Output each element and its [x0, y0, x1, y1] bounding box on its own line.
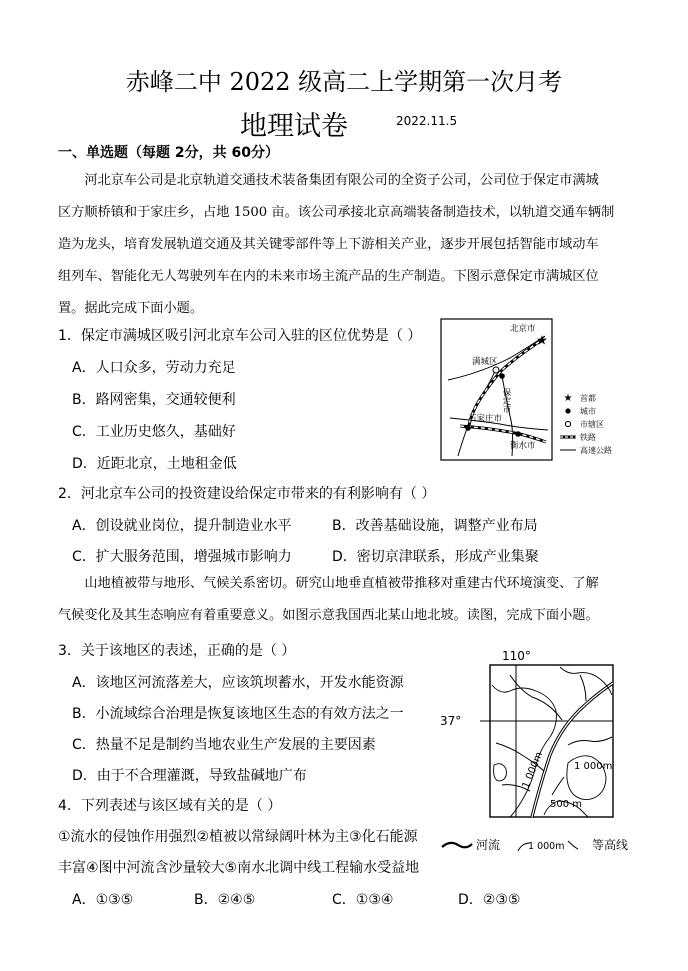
map2-latitude-label: 37° — [440, 714, 462, 728]
map-label-shijiazhuang: 石家庄市 — [468, 414, 503, 424]
map-label-hengshui: 衡水市 — [510, 441, 536, 451]
passage-1 — [58, 165, 638, 325]
question-1-option-a[interactable]: A．人口众多，劳动力充足 — [72, 360, 236, 376]
question-4-stem: 4．下列表述与该区域有关的是（ ） — [58, 798, 282, 814]
legend-contour-value: 1 000m — [528, 841, 565, 852]
legend-city: 城市 — [580, 407, 596, 416]
legend-contour: 等高线 — [592, 838, 629, 852]
northwest-mountain-contour-map — [440, 645, 640, 857]
passage-2-line: 气候变化及其生态响应有着重要意义。如图示意我国西北某山地北坡。读图，完成下面小题。 — [58, 608, 599, 623]
legend-city-icon — [565, 408, 570, 413]
question-1-option-d[interactable]: D．近距北京，土地租金低 — [72, 456, 237, 472]
question-2-option-d[interactable]: D．密切京津联系，形成产业集聚 — [332, 549, 539, 565]
map2-contour-label-1000b: 1 000m — [574, 761, 613, 772]
map-label-mancheng: 满城区 — [472, 357, 498, 367]
question-4-body-line: ①流水的侵蚀作用强烈②植被以常绿阔叶林为主③化石能源 — [58, 829, 418, 845]
legend-district-icon — [565, 421, 570, 426]
passage-1-line: 河北京车公司是北京轨道交通技术装备集团有限公司的全资子公司，公司位于保定市满城 — [84, 173, 599, 188]
passage-2 — [58, 568, 638, 632]
question-4-option-a[interactable]: A．①③⑤ — [72, 892, 134, 908]
legend-capital: 首都 — [580, 394, 596, 403]
question-2-option-c[interactable]: C．扩大服务范围，增强城市影响力 — [72, 549, 292, 565]
question-2-option-a[interactable]: A．创设就业岗位，提升制造业水平 — [72, 518, 292, 534]
question-3-option-d[interactable]: D．由于不合理灌溉，导致盐碱地广布 — [72, 768, 307, 784]
legend-expressway: 高速公路 — [580, 446, 612, 455]
legend-star-icon: ★ — [563, 393, 573, 404]
map-label-beijing: 北京市 — [510, 324, 536, 334]
capital-star-icon: ★ — [536, 333, 548, 349]
question-4-option-d[interactable]: D．②③⑤ — [458, 892, 521, 908]
exam-title: 赤峰二中 2022 级高二上学期第一次月考 — [125, 68, 563, 96]
question-4-option-b[interactable]: B．②④⑤ — [194, 892, 256, 908]
map2-contour-label-1000a: 1 000m — [520, 750, 546, 791]
passage-1-line: 区方顺桥镇和于家庄乡，占地 1500 亩。该公司承接北京高端装备制造技术，以轨道交通车辆制 — [58, 205, 615, 220]
map2-longitude-label: 110° — [502, 649, 531, 663]
question-4-body-line: 丰富④图中河流含沙量较大⑤南水北调中线工程输水受益地 — [58, 860, 420, 876]
exam-date: 2022.11.5 — [396, 114, 458, 128]
city-dot-icon — [465, 425, 471, 431]
question-3-option-a[interactable]: A．该地区河流落差大，应该筑坝蓄水，开发水能资源 — [72, 675, 404, 691]
city-dot-icon — [515, 431, 521, 437]
passage-1-line: 造为龙头，培育发展轨道交通及其关键零部件等上下游相关产业，逐步开展包括智能市域动车 — [58, 237, 599, 252]
baoding-location-map — [440, 318, 640, 463]
district-circle-icon — [493, 367, 499, 373]
map-label-baoding: 保定市 — [501, 388, 511, 414]
passage-2-line: 山地植被带与地形、气候关系密切。研究山地垂直植被带推移对重建古代环境演变、了解 — [84, 576, 599, 591]
legend-district: 市辖区 — [580, 420, 604, 429]
legend-railway: 铁路 — [580, 433, 596, 442]
passage-1-line: 组列车、智能化无人驾驶列车在内的未来市场主流产品的生产制造。下图示意保定市满城区位 — [58, 269, 599, 284]
exam-subtitle: 地理试卷 — [240, 111, 348, 142]
question-1-stem: 1．保定市满城区吸引河北京车公司入驻的区位优势是（ ） — [58, 328, 422, 344]
question-3-option-b[interactable]: B．小流域综合治理是恢复该地区生态的有效方法之一 — [72, 706, 404, 722]
question-1-option-c[interactable]: C．工业历史悠久，基础好 — [72, 424, 236, 440]
map2-contour-label-500: 500 m — [550, 799, 583, 810]
section-title: 一、单选题（每题 2分，共 60分） — [58, 145, 279, 161]
question-1-option-b[interactable]: B．路网密集，交通较便利 — [72, 392, 236, 408]
question-3-option-c[interactable]: C．热量不足是制约当地农业生产发展的主要因素 — [72, 737, 376, 753]
legend-river: 河流 — [476, 838, 501, 852]
question-2-option-b[interactable]: B．改善基础设施，调整产业布局 — [332, 518, 538, 534]
question-4-option-c[interactable]: C．①③④ — [332, 892, 394, 908]
city-dot-icon — [499, 373, 505, 379]
passage-1-line: 置。据此完成下面小题。 — [58, 301, 204, 316]
question-3-stem: 3．关于该地区的表述，正确的是（ ） — [58, 643, 296, 659]
question-2-stem: 2．河北京车公司的投资建设给保定市带来的有利影响有（ ） — [58, 486, 436, 502]
legend-river-icon — [442, 843, 472, 847]
